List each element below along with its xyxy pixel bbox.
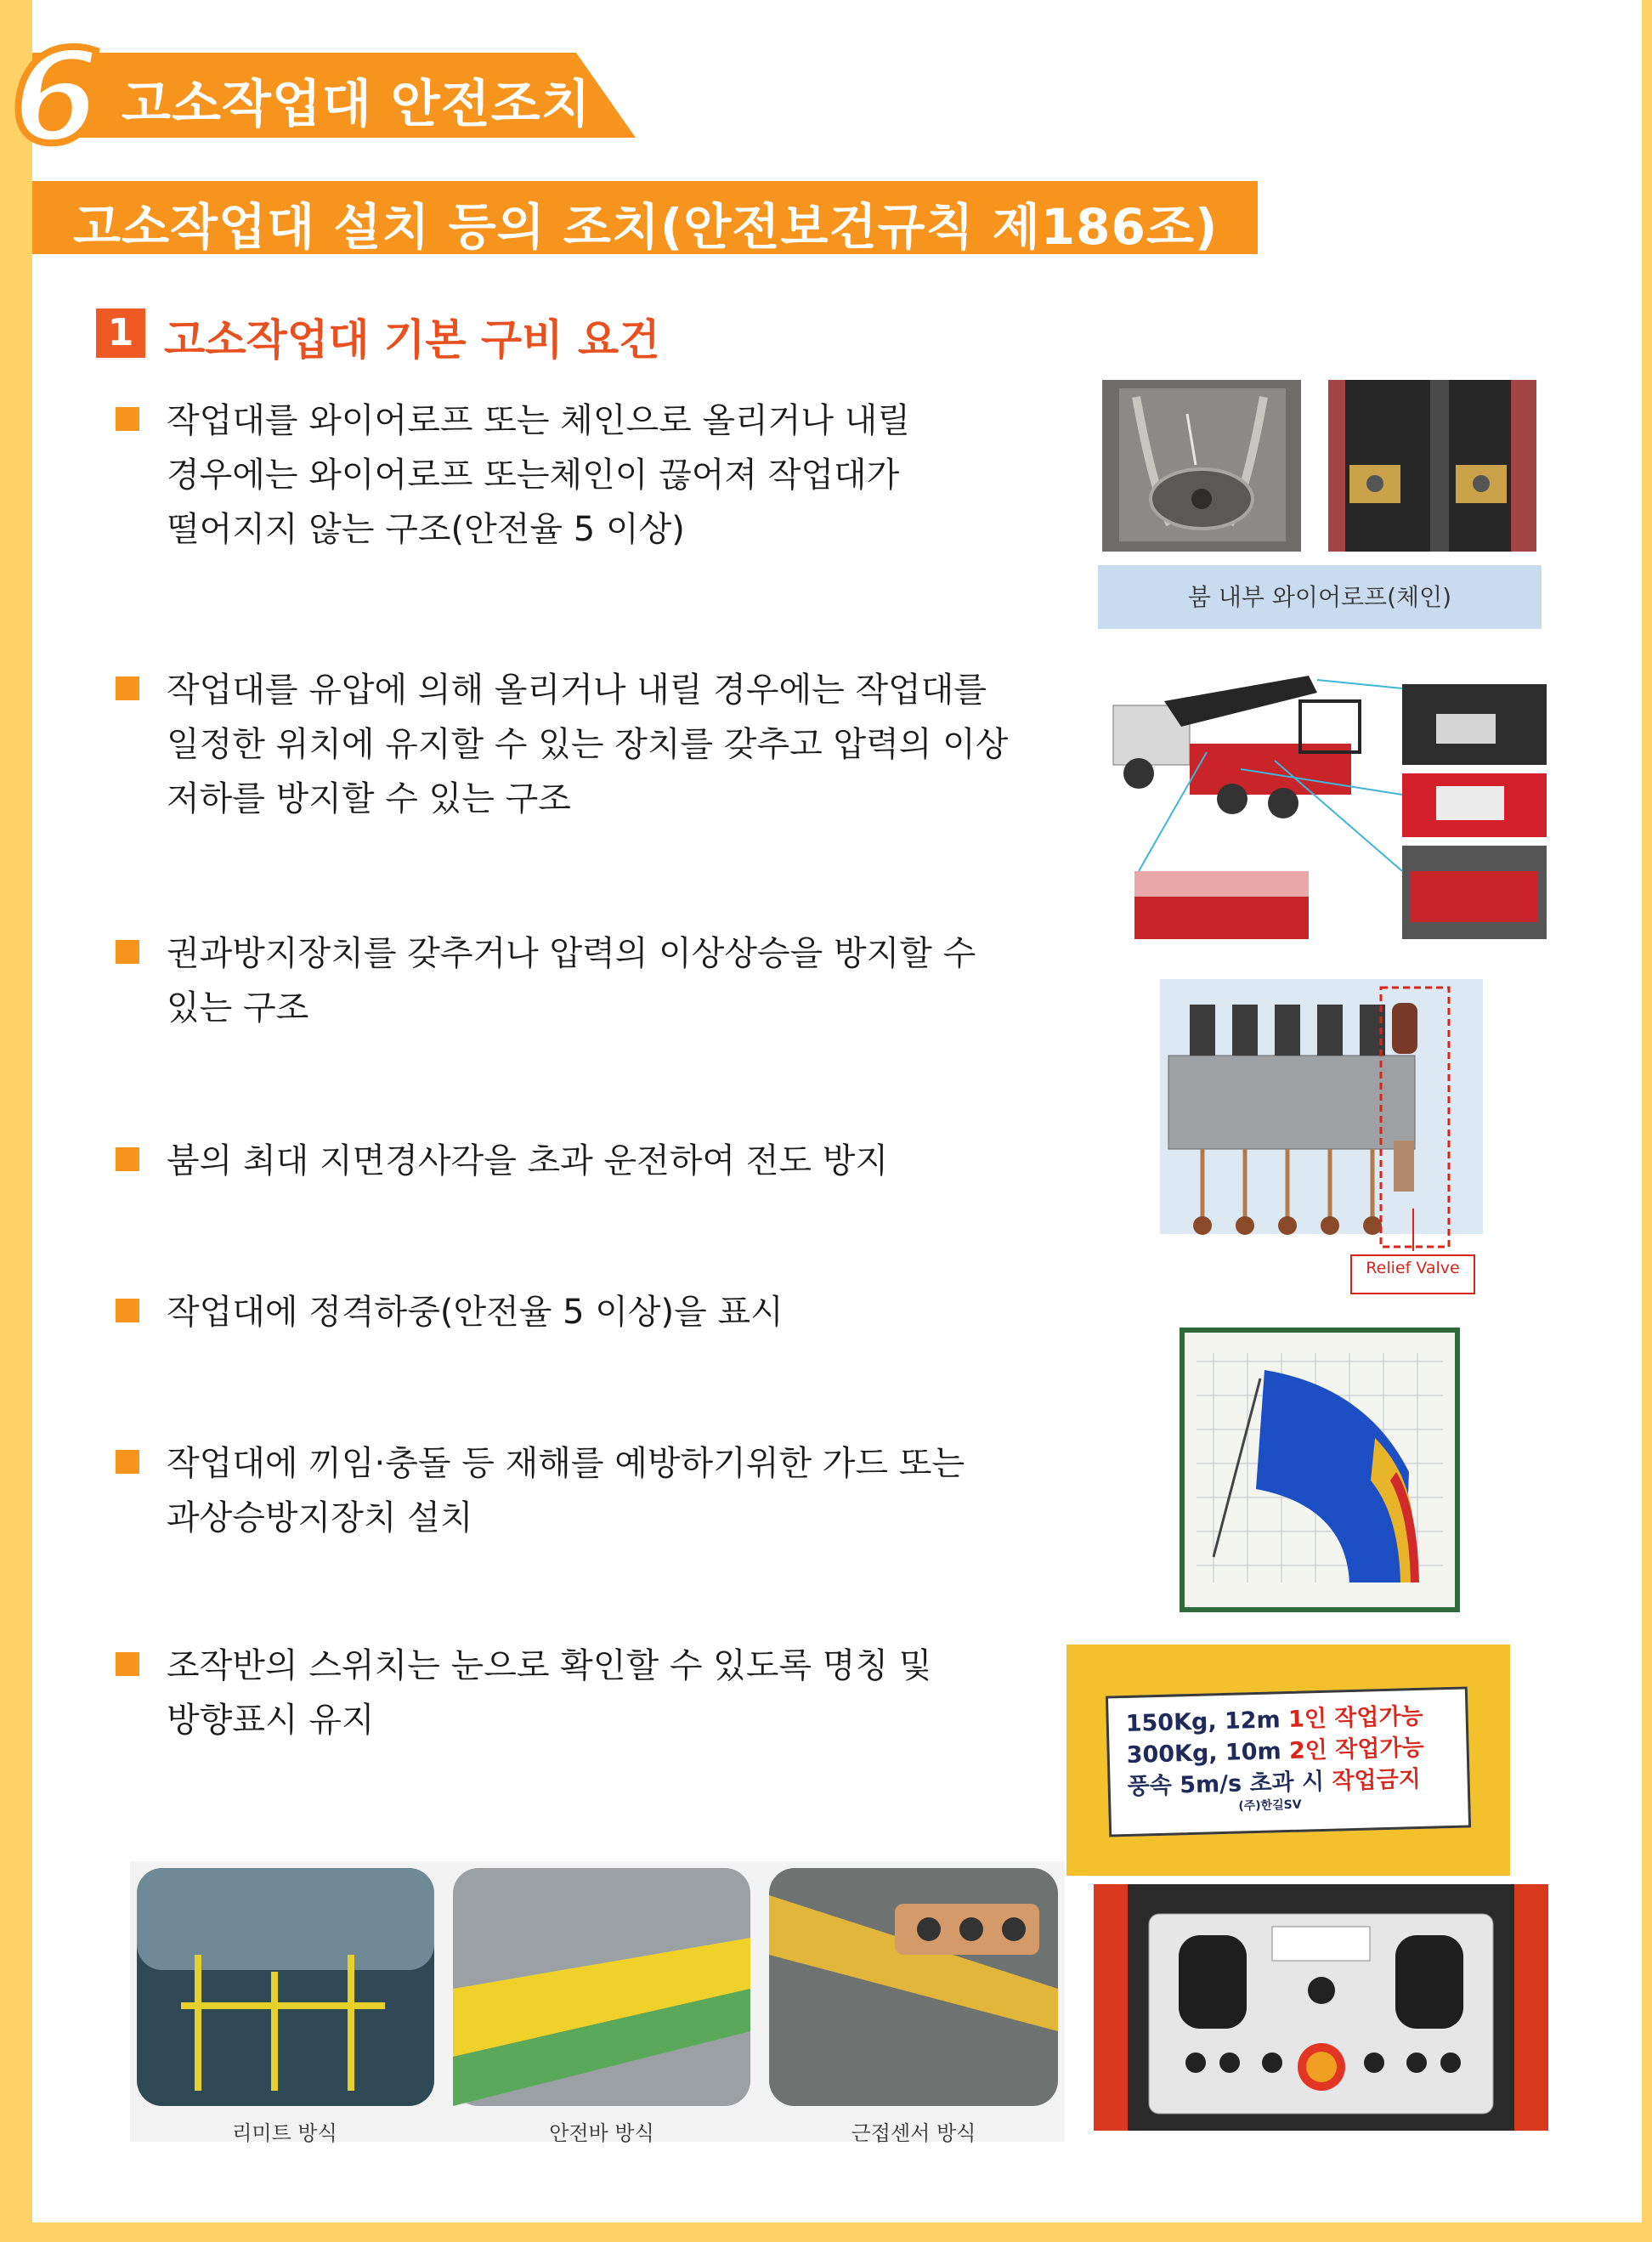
item-number: 1 [96,309,145,358]
bullet-square [116,407,139,431]
relief-valve-label: Relief Valve [1366,1259,1460,1277]
bullet-text: 작업대에 끼임·충돌 등 재해를 예방하기위한 가드 또는 과상승방지장치 설치 [167,1444,965,1537]
sign-line-1-load: 150Kg, 12m [1125,1706,1289,1737]
bullet-text: 붐의 최대 지면경사각을 초과 운전하여 전도 방지 [167,1141,889,1180]
bullet-square [116,1147,139,1171]
item-title: 고소작업대 기본 구비 요건 [164,315,660,365]
safety-bar-caption: 안전바 방식 [549,2121,654,2145]
proximity-caption: 근접센서 방식 [851,2121,976,2145]
sign-line-1-workers: 1인 작업가능 [1287,1702,1424,1733]
bullet-text: 조작반의 스위치는 눈으로 확인할 수 있도록 명칭 및 방향표시 유지 [167,1646,932,1740]
section-number: 6 [12,24,101,172]
limit-caption: 리미트 방식 [232,2121,337,2145]
bullet-square [116,940,139,964]
sign-line-3 [1127,1760,1421,1801]
relief-valve-diagram [1160,979,1483,1302]
sign-line-2-workers: 2인 작업가능 [1288,1734,1425,1764]
bullet-square [116,1652,139,1676]
guard-photos-strip [130,1861,1065,2142]
bullet-text: 작업대에 정격하중(안전율 5 이상)을 표시 [167,1293,784,1332]
bullet-square [116,677,139,700]
sign-line-2-load: 300Kg, 10m [1126,1737,1290,1769]
rated-load-sign [1106,1686,1471,1837]
bullet-square [116,1299,139,1322]
section-title: 고소작업대 안전조치 [122,75,591,134]
sign-maker: (주)한길SV [1238,1798,1302,1814]
sign-line-3-prohibit: 작업금지 [1332,1765,1422,1795]
chain-photo [1328,380,1536,552]
bullet-text: 작업대를 와이어로프 또는 체인으로 올리거나 내릴 경우에는 와이어로프 또는체인이 끊어져 작업대가 떨어지지 않는 구조(안전율 5 이상) [167,401,911,549]
sign-line-3-wind: 풍속 5m/s 초과 시 [1127,1768,1332,1800]
wire-rope-photo [1102,380,1301,552]
hydraulic-truck-diagram [1105,667,1547,939]
bullet-text: 작업대를 유압에 의해 올리거나 내릴 경우에는 작업대를 일정한 위치에 유지할 수 있는 장치를 갖추고 압력의 이상 저하를 방지할 수 있는 구조 [167,671,1009,818]
bullet-text: 권과방지장치를 갖추거나 압력의 이상상승을 방지할 수 있는 구조 [167,934,976,1028]
bullet-square [116,1450,139,1474]
wire-rope-caption: 붐 내부 와이어로프(체인) [1098,565,1542,629]
subheading: 고소작업대 설치 등의 조치(안전보건규칙 제186조) [73,198,1219,256]
control-panel-photo [1094,1884,1548,2131]
load-chart-photo [1180,1328,1460,1612]
